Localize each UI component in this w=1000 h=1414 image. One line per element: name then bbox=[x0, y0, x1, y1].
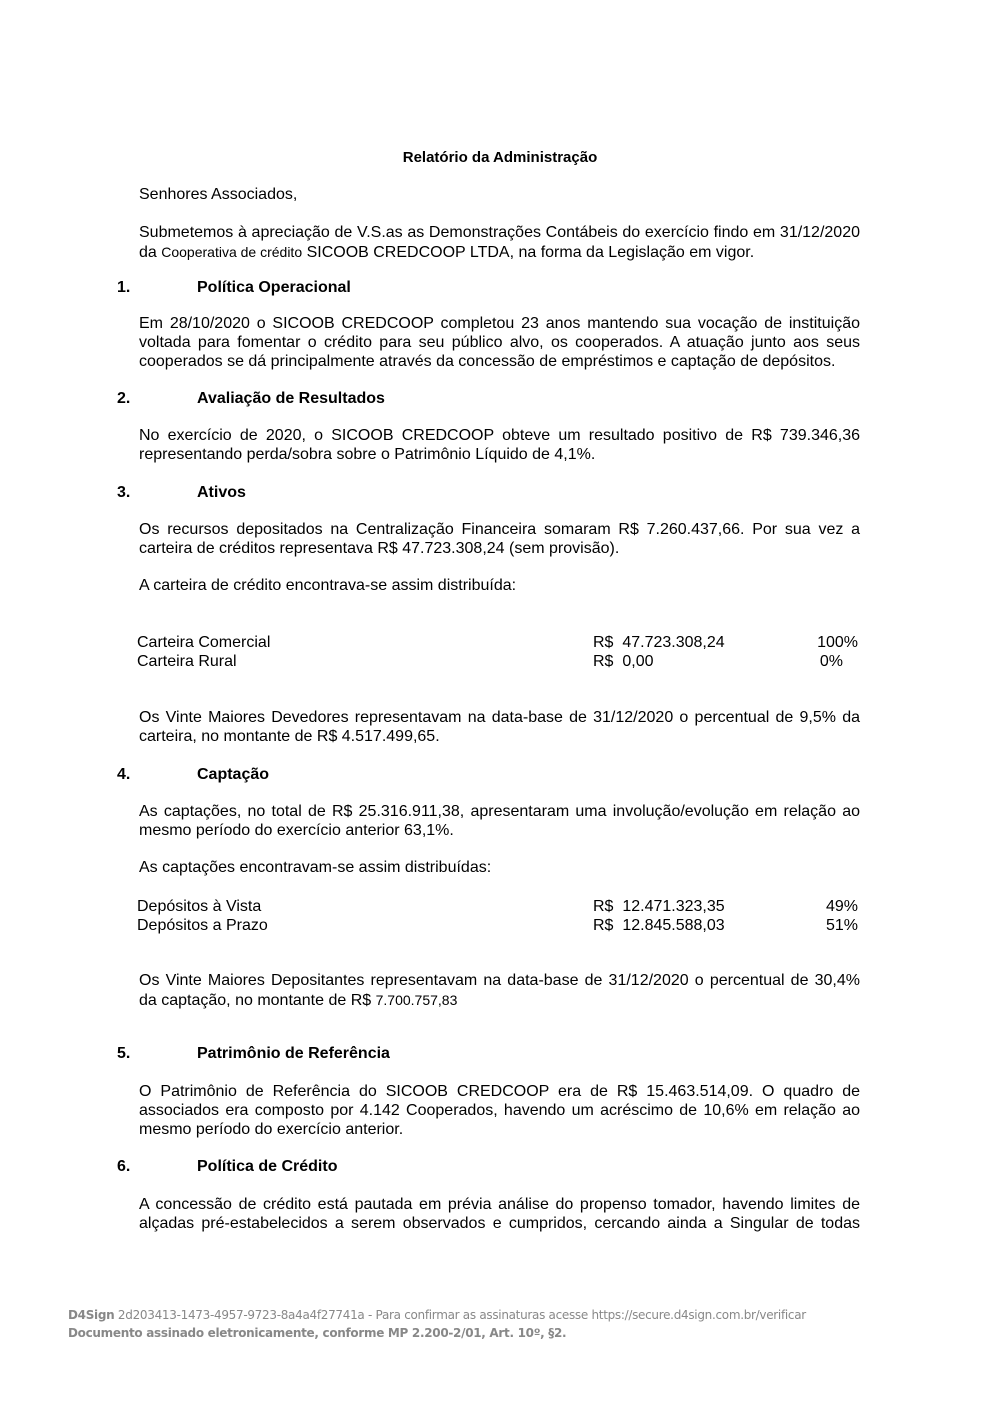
section-4-text-2: As captações encontravam-se assim distribuídas: bbox=[139, 859, 492, 876]
table-row: Carteira Comercial R$ 47.723.308,24 100% bbox=[137, 634, 858, 651]
section-4-text: As captações, no total de R$ 25.316.911,38, apresentaram uma involução/evolução em relação ao mesmo período do exercício anterior 63,1%. bbox=[139, 803, 860, 839]
signature-footer-line-1: D4Sign 2d203413-1473-4957-9723-8a4a4f27741a - Para confirmar as assinaturas acesse https://secure.d4sign.com.br/verificar bbox=[68, 1308, 806, 1322]
section-heading-4: 4. Captação bbox=[117, 766, 270, 783]
section-3-text: Os recursos depositados na Centralização Financeira somaram R$ 7.260.437,66. Por sua vez a carteira de créditos representava R$ 47.723.308,24 (sem provisão). bbox=[139, 521, 860, 557]
page-title: Relatório da Administração bbox=[402, 149, 598, 166]
table-row: Depósitos a Prazo R$ 12.845.588,03 51% bbox=[137, 917, 858, 934]
section-3-text-3: Os Vinte Maiores Devedores representavam na data-base de 31/12/2020 o percentual de 9,5% da carteira, no montante de R$ 4.517.499,65. bbox=[139, 709, 860, 745]
greeting: Senhores Associados, bbox=[139, 186, 298, 203]
section-heading-5: 5. Patrimônio de Referência bbox=[117, 1045, 390, 1062]
table-row: Depósitos à Vista R$ 12.471.323,35 49% bbox=[137, 898, 858, 915]
section-heading-1: 1. Política Operacional bbox=[117, 279, 351, 296]
section-heading-2: 2. Avaliação de Resultados bbox=[117, 390, 385, 407]
intro-paragraph bbox=[139, 224, 860, 263]
section-heading-3: 3. Ativos bbox=[117, 484, 246, 501]
section-1-text: Em 28/10/2020 o SICOOB CREDCOOP completou 23 anos mantendo sua vocação de instituição voltada para fomentar o crédito para seu público alvo, os cooperados. A atuação junto aos seus cooperados se dá principalmente através da concessão de empréstimos e captação de depósitos. bbox=[139, 315, 860, 370]
section-5-text: O Patrimônio de Referência do SICOOB CREDCOOP era de R$ 15.463.514,09. O quadro de associados era composto por 4.142 Cooperados, havendo um acréscimo de 10,6% em relação ao mesmo período do exercício anterior. bbox=[139, 1083, 860, 1138]
signature-footer-line-2: Documento assinado eletronicamente, conforme MP 2.200-2/01, Art. 10º, §2. bbox=[68, 1326, 567, 1340]
intro-text: Submetemos à apreciação de V.S.as as Demonstrações Contábeis do exercício findo em 31/12/2020 da bbox=[139, 224, 860, 261]
section-2-text: No exercício de 2020, o SICOOB CREDCOOP obteve um resultado positivo de R$ 739.346,36 representando perda/sobra sobre o Patrimônio Líquido de 4,1%. bbox=[139, 427, 860, 463]
section-heading-6: 6. Política de Crédito bbox=[117, 1158, 338, 1175]
section-4-text-3: Os Vinte Maiores Depositantes representavam na data-base de 31/12/2020 o percentual de 30,4% da captação, no montante de R$ 7.700.757,83 bbox=[139, 972, 860, 1009]
section-3-text-2: A carteira de crédito encontrava-se assim distribuída: bbox=[139, 577, 517, 594]
table-row: Carteira Rural R$ 0,00 0% bbox=[137, 653, 843, 670]
section-6-text: A concessão de crédito está pautada em prévia análise do propenso tomador, havendo limites de alçadas pré-estabelecidos a serem observados e cumpridos, cercando ainda a Singular de todas bbox=[139, 1196, 860, 1232]
intro-small-text: Cooperativa de crédito bbox=[161, 243, 303, 260]
intro-text-2: SICOOB CREDCOOP LTDA, na forma da Legislação em vigor. bbox=[302, 243, 755, 261]
